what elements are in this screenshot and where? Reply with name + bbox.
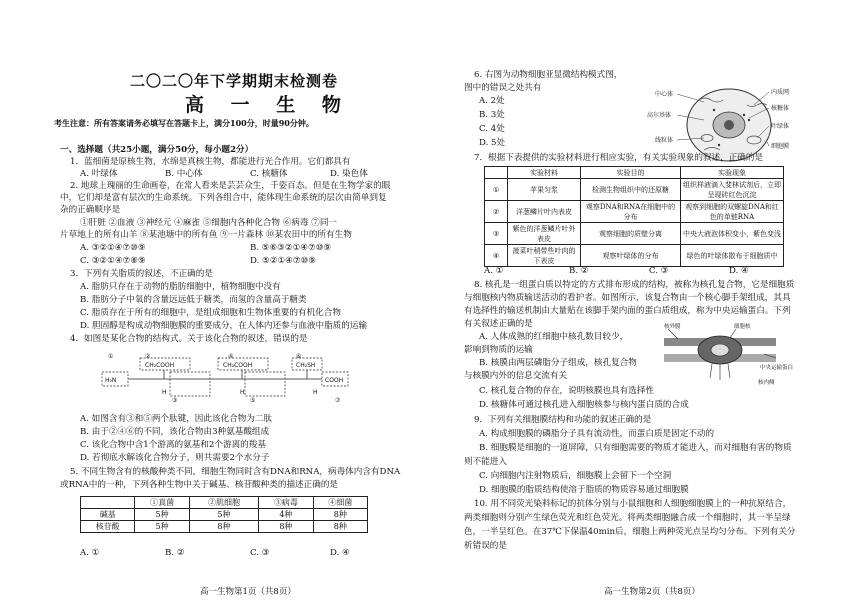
svg-text:细胞膜: 细胞膜 (771, 143, 790, 150)
exam-title: 二〇二〇年下学期期末检测卷 (130, 72, 339, 90)
svg-text:⑦: ⑦ (335, 397, 341, 404)
q2-option-c[interactable]: C. ③②①④⑦⑧⑨ (80, 256, 146, 266)
svg-text:③: ③ (172, 397, 178, 404)
q2-line-3: 杂的正确顺序是 (60, 205, 121, 215)
q10-line-2: 两类细胞则分别产生绿色荧光和红色荧光。将两类细胞融合成一个细胞时，其一半呈绿 (464, 513, 791, 523)
table-cell: 菠菜叶稍带些叶肉的下表皮 (508, 245, 581, 267)
q2-line-2: 中，它们却是富有层次的生命系统。下列各组合中，能体现生命系统的层次由简单到复 (60, 193, 387, 203)
q8-option-b-line-1[interactable]: B. 核膜由两层磷脂分子组成，核孔复合物 (479, 358, 637, 368)
q1-option-d[interactable]: D. 染色体 (330, 169, 368, 179)
table-cell: ② (485, 201, 508, 223)
svg-text:H: H (162, 389, 167, 396)
q5-line-1: 5. 不同生物含有的核酸种类不同，细胞生物同时含有DNA和RNA，病毒体内含有DNA (70, 467, 401, 477)
q7-table (484, 166, 784, 267)
q5-table (80, 496, 368, 533)
q10-line-3: 色，一半呈红色。在37℃下保温40min后，细胞上两种荧光点呈均匀分布。下列有关分 (464, 527, 796, 537)
svg-text:核糖体: 核糖体 (771, 105, 790, 112)
q5-option-c[interactable]: C. ③ (250, 548, 270, 558)
svg-text:细胞核: 细胞核 (734, 324, 751, 330)
q2-line-4: ①肝脏 ②血液 ③神经元 ④麻雀 ⑤细胞内各种化合物 ⑥病毒 ⑦同一 (80, 218, 338, 228)
table-cell: 碱基 (81, 509, 135, 521)
q2-line-1: 2. 地球上瑰丽的生命画卷，在常人看来是芸芸众生，千姿百态。但是在生物学家的眼 (70, 181, 391, 191)
q4-option-b[interactable]: B. 由于②④⑥的不同，该化合物由3种氨基酸组成 (80, 427, 270, 437)
table-cell: 洋葱鳞片叶内表皮 (508, 201, 581, 223)
svg-text:高尔基体: 高尔基体 (647, 112, 672, 119)
svg-text:⑤: ⑤ (250, 397, 256, 404)
q8-option-b-line-2: 与核膜内外的信息交流有关 (464, 371, 568, 381)
q4-stem: 4．如图是某化合物的结构式。关于该化合物的叙述，错误的是 (70, 334, 308, 344)
q2-option-a[interactable]: A. ③②①④⑦⑩⑨ (80, 243, 146, 253)
table-cell: 8种 (313, 509, 367, 521)
subject-title: 高 一 生 物 (185, 94, 351, 116)
table-cell: 8种 (259, 521, 313, 533)
table-cell: 5种 (135, 521, 189, 533)
page-footer-right: 高一生物第2页（共8页） (604, 587, 700, 597)
q2-option-d[interactable]: D. ⑤②①④⑦⑩⑨ (250, 256, 316, 266)
table-cell: 5种 (189, 509, 258, 521)
q9-option-a[interactable]: A. 构成细胞膜的磷脂分子具有流动性，而蛋白质是固定不动的 (479, 429, 715, 439)
table-row (81, 521, 368, 533)
table-cell: 5种 (135, 509, 189, 521)
q3-option-c[interactable]: C. 脂质存在于所有的细胞中，是组成细胞和生物体重要的有机化合物 (80, 308, 341, 318)
table-cell: 绿色的叶绿体散布于细胞质中 (681, 245, 784, 267)
q3-option-d[interactable]: D. 胆固醇是构成动物细胞膜的重要成分，在人体内还参与血液中脂质的运输 (80, 321, 368, 331)
table-cell: 观察叶绿体的分布 (581, 245, 681, 267)
q1-option-a[interactable]: A. 叶绿体 (80, 169, 118, 179)
q10-line-4: 析错误的是 (464, 541, 507, 551)
nuclear-pore-figure (664, 324, 794, 386)
table-cell: 8种 (313, 521, 367, 533)
q3-stem: 3．下列有关脂质的叙述，不正确的是 (70, 269, 213, 279)
q6-option-d[interactable]: D. 5处 (479, 138, 506, 148)
svg-text:④: ④ (228, 353, 234, 360)
svg-text:叶绿体: 叶绿体 (771, 123, 790, 130)
table-header-cell (81, 497, 135, 509)
svg-text:线粒体: 线粒体 (655, 137, 674, 144)
q8-option-c[interactable]: C. 核孔复合物的存在，说明核膜也具有选择性 (479, 386, 655, 396)
svg-text:CH₂COOH: CH₂COOH (223, 362, 253, 369)
svg-text:⑥: ⑥ (296, 353, 302, 360)
q7-option-a[interactable]: A. ① (484, 266, 504, 276)
table-cell: 核苷酸 (81, 521, 135, 533)
table-cell: 8种 (189, 521, 258, 533)
svg-text:H: H (240, 389, 245, 396)
table-row (485, 201, 784, 223)
table-header-cell: ④细菌 (313, 497, 367, 509)
svg-text:CH₂COOH: CH₂COOH (145, 362, 175, 369)
page-2 (464, 0, 794, 604)
svg-text:核外膜: 核外膜 (664, 324, 681, 330)
table-row (485, 179, 784, 201)
table-row (81, 509, 368, 521)
q6-option-b[interactable]: B. 3处 (479, 110, 505, 120)
table-header-cell: 实验材料 (508, 167, 581, 179)
q9-option-c[interactable]: C. 向细胞内注射物质后，细胞膜上会留下一个空洞 (479, 471, 672, 481)
q2-line-5: 片草地上的所有山羊 ⑧某池塘中的所有鱼 ⑨一片森林 ⑩某农田中的所有生物 (60, 230, 352, 240)
svg-text:中心体: 中心体 (655, 91, 674, 98)
svg-text:CH₂SH: CH₂SH (296, 362, 316, 369)
table-cell: ④ (485, 245, 508, 267)
q6-option-c[interactable]: C. 4处 (479, 124, 505, 134)
q9-option-d[interactable]: D. 细胞膜的脂质结构使溶于脂质的物质容易通过细胞膜 (479, 485, 689, 495)
q10-line-1: 10. 用不同荧光染料标记的抗体分别与小鼠细胞和人细胞细胞膜上的一种抗原结合， (474, 499, 792, 509)
exam-notice: 考生注意：所有答案请务必填写在答题卡上，满分100分，时量90分钟。 (54, 118, 314, 128)
table-row (485, 245, 784, 267)
q4-option-c[interactable]: C. 该化合物中含1个游离的氨基和2个游离的羧基 (80, 440, 266, 450)
q5-line-2: 或RNA中的一种，下列各种生物中关于碱基、核苷酸种类的描述正确的是 (60, 480, 339, 490)
svg-text:H: H (313, 389, 318, 396)
q7-option-b[interactable]: B. ② (569, 266, 589, 276)
q7-option-d[interactable]: D. ④ (729, 266, 749, 276)
table-cell: ③ (485, 223, 508, 245)
q3-option-a[interactable]: A. 脂肪只存在于动物的脂肪细胞中，植物细胞中没有 (80, 282, 281, 292)
svg-text:②: ② (145, 353, 151, 360)
section-heading: 一、选择题（共25小题，满分50分，每小题2分） (60, 145, 254, 155)
q6-line-2: 图中的错误之处共有 (464, 83, 542, 93)
q8-line-1: 8. 核孔是一组蛋白质以特定的方式排布形成的结构，被称为核孔复合物，它是细胞质 (474, 280, 795, 290)
page-footer-left: 高一生物第1页（共8页） (200, 587, 296, 597)
q4-option-d[interactable]: D. 若彻底水解该化合物分子，则共需要2个水分子 (80, 453, 270, 463)
q8-option-a-line-2: 影响到物质的运输 (464, 345, 533, 355)
table-cell: 紫色的洋葱鳞片叶外表皮 (508, 223, 581, 245)
table-row (485, 223, 784, 245)
q6-option-a[interactable]: A. 2处 (479, 96, 505, 106)
svg-text:①: ① (108, 353, 114, 360)
peptide-structure-figure (100, 350, 350, 410)
table-header-cell: ②肌细胞 (189, 497, 258, 509)
table-cell: 观察DNA和RNA在细胞中的分布 (581, 201, 681, 223)
q7-stem: 7．根据下表提供的实验材料进行相应实验，有关实验现象的叙述，正确的是 (474, 153, 764, 163)
svg-text:中央运输蛋白: 中央运输蛋白 (760, 365, 794, 371)
q7-option-c[interactable]: C. ③ (649, 266, 669, 276)
q9-option-b-line-1[interactable]: B. 细胞膜是细胞的一道屏障，只有细胞需要的物质才能进入，而对细胞有害的物质 (479, 443, 792, 453)
q1-option-b[interactable]: B. 中心体 (165, 169, 203, 179)
svg-text:内质网: 内质网 (771, 89, 790, 96)
table-cell: 中央大液泡体积变小，紫色变浅 (681, 223, 784, 245)
table-header-cell: ①真菌 (135, 497, 189, 509)
table-cell: 组织样液滴入斐林试剂后，立即呈现砖红色沉淀 (681, 179, 784, 201)
svg-text:COOH: COOH (325, 377, 344, 384)
q9-option-b-line-2: 则不能进入 (464, 457, 507, 467)
q9-stem: 9．下列有关细胞膜结构和功能的叙述正确的是 (474, 415, 652, 425)
page-1 (54, 0, 430, 604)
q5-option-b[interactable]: B. ② (165, 548, 185, 558)
table-header-cell (485, 167, 508, 179)
q8-line-3: 有选择性的输送机制由大量贴在该脚手架内面的蛋白质组成，称为中央运输蛋白。下列 (464, 306, 791, 316)
table-cell: 观察到细胞的双螺旋DNA和红色的单链RNA (681, 201, 784, 223)
q3-option-b[interactable]: B. 脂肪分子中氧的含量远远低于糖类，而氢的含量高于糖类 (80, 295, 307, 305)
svg-text:核内侧: 核内侧 (758, 380, 775, 386)
q1-option-c[interactable]: C. 核糖体 (250, 169, 288, 179)
q8-line-4: 有关叙述正确的是 (464, 319, 533, 329)
table-cell: 检测生物组织中的还原糖 (581, 179, 681, 201)
table-header-cell: 实验现象 (681, 167, 784, 179)
table-cell: 观察细胞的质壁分离 (581, 223, 681, 245)
q8-line-2: 与细胞核内物质输送活动的看护者。如图所示，该复合物由一个核心脚手架组成，其具 (464, 293, 791, 303)
table-cell: 4种 (259, 509, 313, 521)
q5-option-d[interactable]: D. ④ (330, 548, 350, 558)
q4-option-a[interactable]: A. 如图含有③和⑤两个肽键，因此该化合物为二肽 (80, 414, 273, 424)
q6-line-1: 6. 右图为动物细胞亚显微结构模式图， (474, 70, 623, 80)
q1-stem: 1．蓝细菌是原核生物，水绵是真核生物，都能进行光合作用。它们都具有 (70, 157, 351, 167)
q2-option-b[interactable]: B. ⑤⑥③②①④⑦⑩⑨ (250, 243, 332, 253)
q8-option-d[interactable]: D. 核糖体可通过核孔进入细胞核参与核内蛋白质的合成 (479, 400, 689, 410)
table-cell: 苹果匀浆 (508, 179, 581, 201)
table-header-cell: 实验目的 (581, 167, 681, 179)
svg-text:H₂N: H₂N (105, 377, 117, 384)
q8-option-a-line-1[interactable]: A. 人体成熟的红细胞中核孔数目较少， (479, 332, 629, 342)
table-cell: ① (485, 179, 508, 201)
table-header-cell: ③病毒 (259, 497, 313, 509)
q5-option-a[interactable]: A. ① (80, 548, 100, 558)
